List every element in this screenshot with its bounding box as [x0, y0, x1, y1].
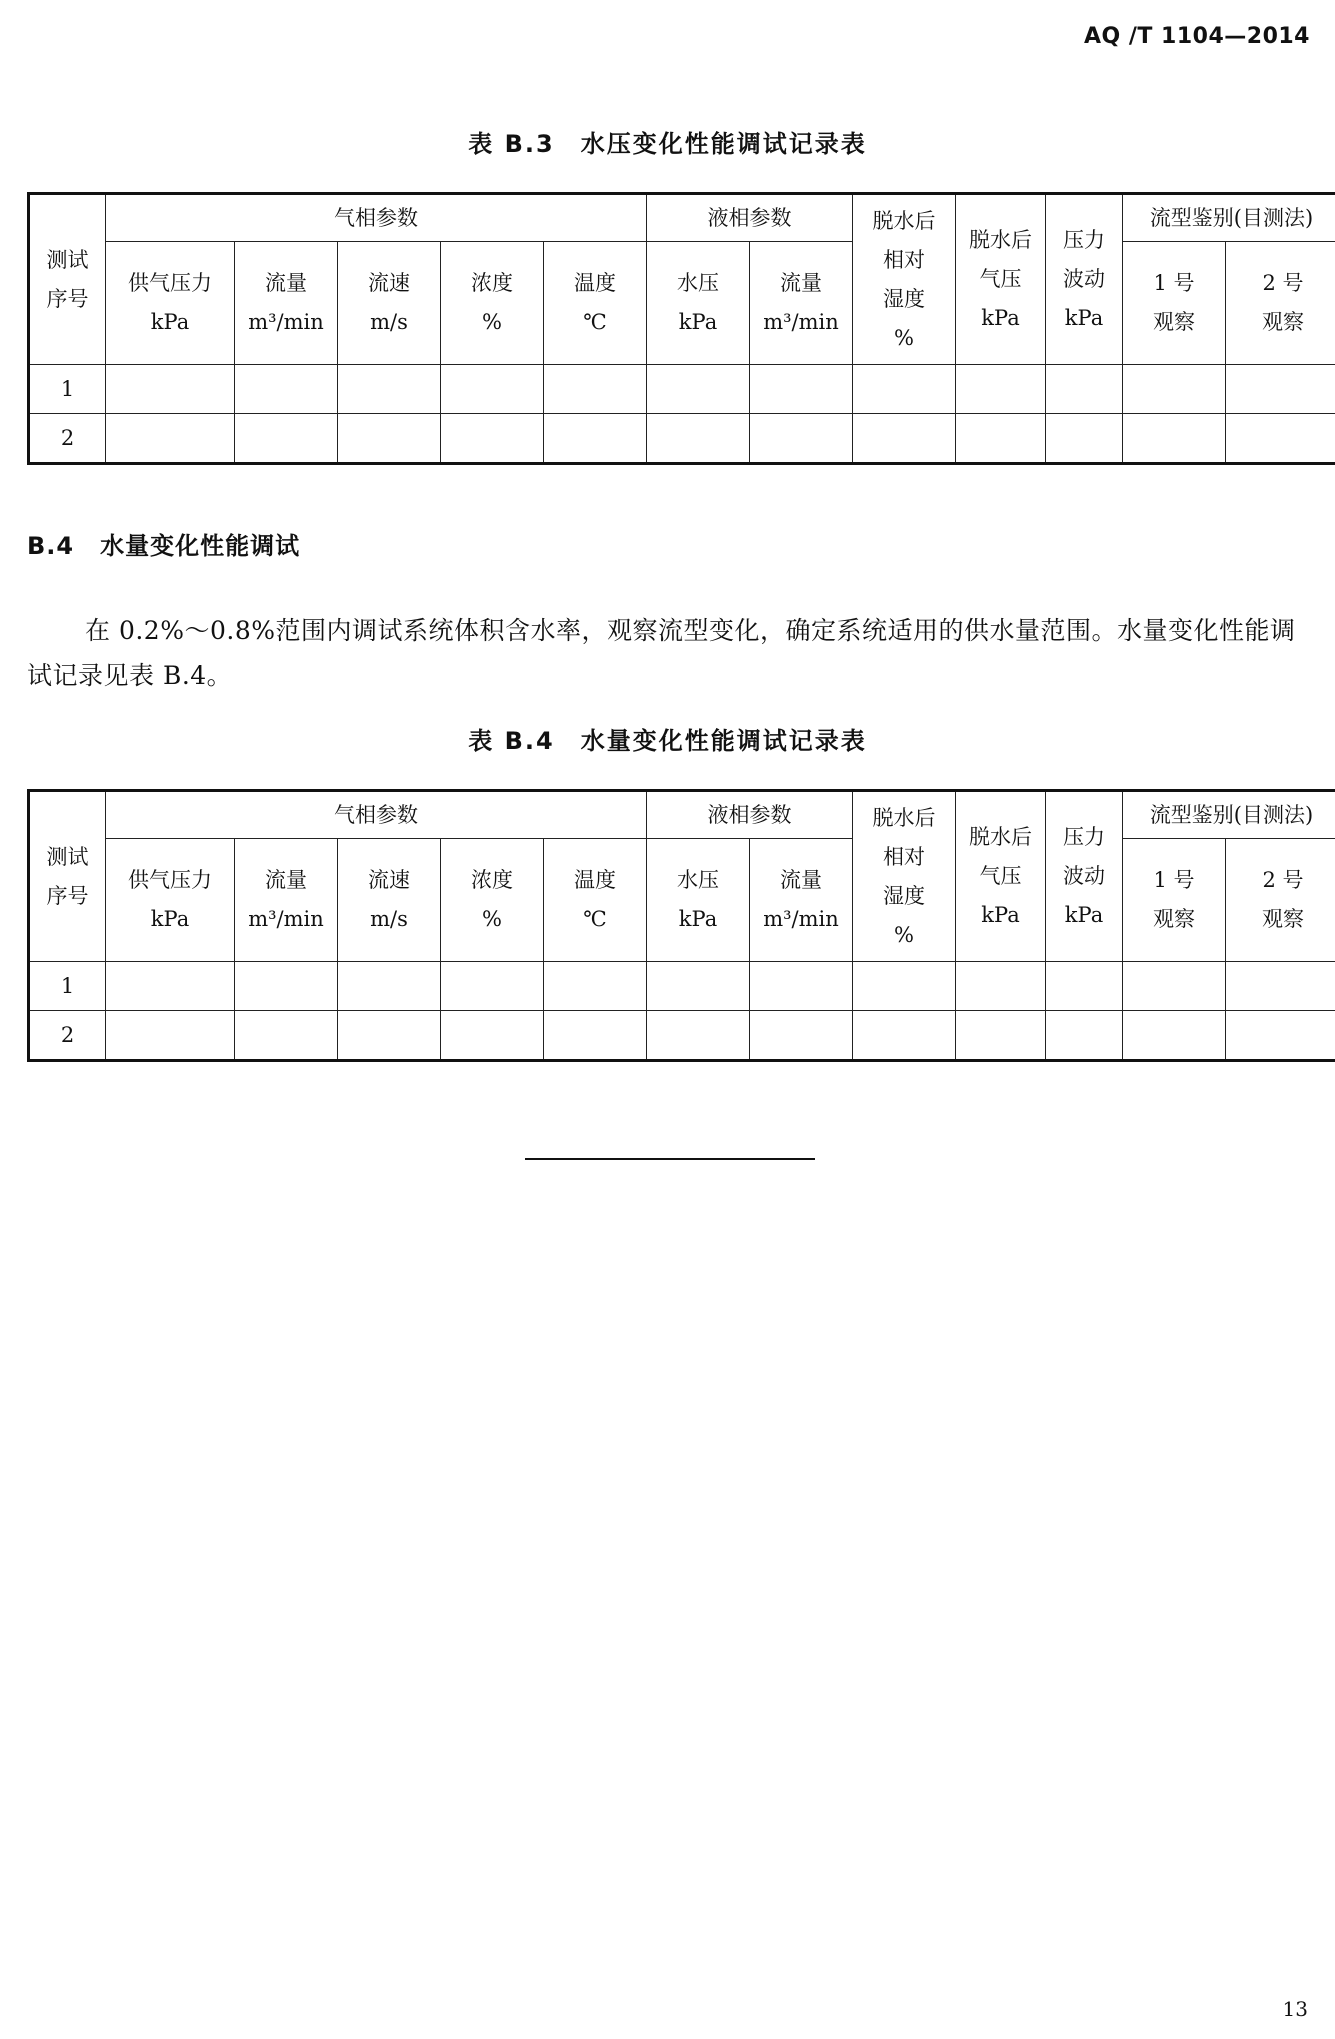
row-number: 2 — [29, 1011, 106, 1061]
section-title: 水量变化性能调试 — [100, 532, 301, 560]
page-number: 13 — [1282, 1997, 1308, 2021]
data-cell[interactable] — [441, 1011, 544, 1061]
section-b4-heading — [27, 526, 300, 561]
header-gas-flow: 流量 m³/min — [235, 839, 338, 962]
header-pressure-fluctuation: 压力 波动 kPa — [1046, 791, 1123, 962]
data-cell[interactable] — [338, 1011, 441, 1061]
section-number: B.4 — [27, 532, 75, 560]
header-gas-flow: 流量 m³/min — [235, 242, 338, 365]
data-cell[interactable] — [235, 1011, 338, 1061]
data-cell[interactable] — [956, 1011, 1046, 1061]
data-cell[interactable] — [544, 1011, 647, 1061]
header-liquid-flow: 流量 m³/min — [750, 839, 853, 962]
header-gas-params: 气相参数 — [106, 791, 647, 839]
data-cell[interactable] — [1046, 414, 1123, 464]
data-cell[interactable] — [647, 365, 750, 414]
data-cell[interactable] — [1123, 1011, 1226, 1061]
data-cell[interactable] — [106, 365, 235, 414]
data-cell[interactable] — [1046, 962, 1123, 1011]
data-cell[interactable] — [853, 962, 956, 1011]
header-gas-velocity: 流速 m/s — [338, 242, 441, 365]
data-cell[interactable] — [106, 414, 235, 464]
data-cell[interactable] — [235, 365, 338, 414]
table-row — [29, 1011, 1335, 1061]
header-water-pressure: 水压 kPa — [647, 839, 750, 962]
data-cell[interactable] — [1046, 1011, 1123, 1061]
header-concentration: 浓度 % — [441, 242, 544, 365]
data-cell[interactable] — [338, 962, 441, 1011]
table-b4-title: 表 B.4 水量变化性能调试记录表 — [468, 727, 867, 755]
data-cell[interactable] — [853, 414, 956, 464]
header-gas-pressure: 脱水后 气压 kPa — [956, 791, 1046, 962]
data-cell[interactable] — [544, 365, 647, 414]
header-relative-humidity: 脱水后 相对 湿度 % — [853, 194, 956, 365]
data-cell[interactable] — [750, 962, 853, 1011]
header-liquid-params: 液相参数 — [647, 791, 853, 839]
data-cell[interactable] — [338, 414, 441, 464]
header-flow-pattern: 流型鉴别(目测法) — [1123, 194, 1335, 242]
data-cell[interactable] — [544, 414, 647, 464]
data-cell[interactable] — [441, 962, 544, 1011]
data-cell[interactable] — [441, 365, 544, 414]
data-cell[interactable] — [441, 414, 544, 464]
data-cell[interactable] — [544, 962, 647, 1011]
data-cell[interactable] — [106, 962, 235, 1011]
data-cell[interactable] — [853, 1011, 956, 1061]
header-observation-2: 2 号 观察 — [1226, 242, 1335, 365]
data-cell[interactable] — [956, 365, 1046, 414]
data-cell[interactable] — [750, 414, 853, 464]
standard-code: AQ /T 1104—2014 — [1083, 24, 1310, 49]
data-cell[interactable] — [853, 365, 956, 414]
data-cell[interactable] — [235, 962, 338, 1011]
section-b4-paragraph: 在 0.2%～0.8%范围内调试系统体积含水率，观察流型变化，确定系统适用的供水量范围。水量变化性能调试记录见表 B.4。 — [27, 616, 1296, 690]
data-cell[interactable] — [106, 1011, 235, 1061]
header-observation-1: 1 号 观察 — [1123, 242, 1226, 365]
data-cell[interactable] — [647, 414, 750, 464]
header-observation-2: 2 号 观察 — [1226, 839, 1335, 962]
header-temperature: 温度 ℃ — [544, 839, 647, 962]
data-cell[interactable] — [750, 1011, 853, 1061]
row-number: 1 — [29, 962, 106, 1011]
header-liquid-flow: 流量 m³/min — [750, 242, 853, 365]
row-number: 2 — [29, 414, 106, 464]
header-test-no: 测试 序号 — [29, 791, 106, 962]
data-cell[interactable] — [1226, 414, 1335, 464]
table-row — [29, 414, 1335, 464]
table-row — [29, 365, 1335, 414]
data-cell[interactable] — [1226, 962, 1335, 1011]
header-gas-velocity: 流速 m/s — [338, 839, 441, 962]
header-supply-pressure: 供气压力 kPa — [106, 839, 235, 962]
header-supply-pressure: 供气压力 kPa — [106, 242, 235, 365]
data-cell[interactable] — [956, 414, 1046, 464]
data-cell[interactable] — [1123, 365, 1226, 414]
header-flow-pattern: 流型鉴别(目测法) — [1123, 791, 1335, 839]
table-b3-title: 表 B.3 水压变化性能调试记录表 — [468, 130, 867, 158]
data-cell[interactable] — [1226, 1011, 1335, 1061]
data-cell[interactable] — [956, 962, 1046, 1011]
data-cell[interactable] — [1046, 365, 1123, 414]
end-of-document-rule — [525, 1158, 815, 1160]
table-b3 — [27, 192, 1335, 465]
data-cell[interactable] — [1226, 365, 1335, 414]
data-cell[interactable] — [1123, 414, 1226, 464]
data-cell[interactable] — [1123, 962, 1226, 1011]
header-liquid-params: 液相参数 — [647, 194, 853, 242]
header-water-pressure: 水压 kPa — [647, 242, 750, 365]
data-cell[interactable] — [338, 365, 441, 414]
header-gas-params: 气相参数 — [106, 194, 647, 242]
data-cell[interactable] — [647, 1011, 750, 1061]
data-cell[interactable] — [235, 414, 338, 464]
header-observation-1: 1 号 观察 — [1123, 839, 1226, 962]
header-pressure-fluctuation: 压力 波动 kPa — [1046, 194, 1123, 365]
header-temperature: 温度 ℃ — [544, 242, 647, 365]
header-concentration: 浓度 % — [441, 839, 544, 962]
data-cell[interactable] — [647, 962, 750, 1011]
table-b4 — [27, 789, 1335, 1062]
data-cell[interactable] — [750, 365, 853, 414]
header-gas-pressure: 脱水后 气压 kPa — [956, 194, 1046, 365]
header-test-no: 测试 序号 — [29, 194, 106, 365]
table-row — [29, 962, 1335, 1011]
header-relative-humidity: 脱水后 相对 湿度 % — [853, 791, 956, 962]
row-number: 1 — [29, 365, 106, 414]
